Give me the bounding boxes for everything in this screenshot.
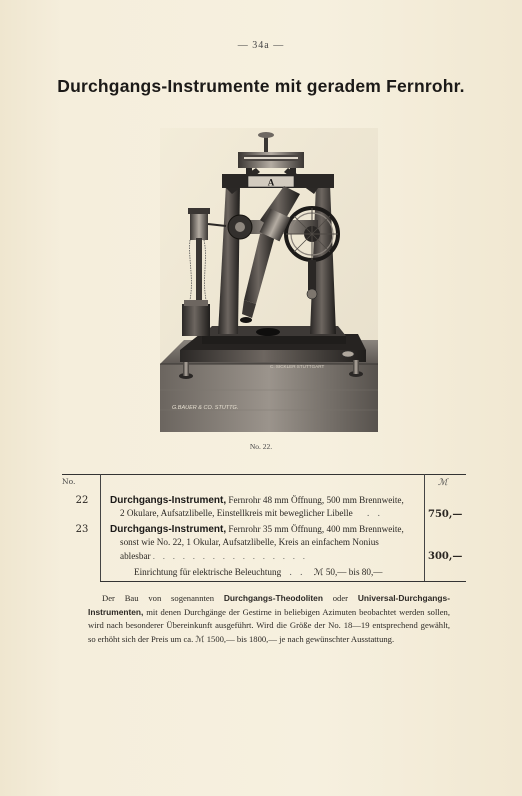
price-table xyxy=(62,474,466,582)
row-number: 22 xyxy=(75,495,89,506)
paragraph-text: mit denen Durchgänge der Gestirne in beliebigen Azimuten beobachtet werden sollen, wird nach besonderer Übereinkunft ausgeführt. Wird die Größe der No. 18—19 entsprechend gewählt, so erhöht sich der Preis um ca. ℳ 1500,— bis 1800,— je nach gewünschter Ausstattung. xyxy=(88,606,450,644)
header-no: No. xyxy=(62,477,76,486)
item-line: sonst wie No. 22, 1 Okular, Aufsatzlibelle, Kreis an einfachem Nonius xyxy=(120,537,379,548)
accessory-line xyxy=(134,566,424,579)
leader-dots: . . . . . . . . . . . . . . . . xyxy=(152,551,308,561)
header-currency: ℳ xyxy=(438,478,448,488)
paragraph-text: oder xyxy=(322,593,358,603)
top-bridge xyxy=(222,174,334,188)
engraver-mark: G.BAUER & CO. STUTTG. xyxy=(172,405,239,411)
item-name: Durchgangs-Instrument, xyxy=(110,524,227,535)
table-bottom-rule xyxy=(100,581,466,582)
leader-dots: . . xyxy=(289,567,306,577)
leader-dots: . . xyxy=(366,508,383,519)
page-number: — 34a — xyxy=(237,40,285,51)
transit-instrument-illustration xyxy=(160,128,378,432)
figure-caption: No. 22. xyxy=(249,442,273,451)
plate-letter: A xyxy=(267,177,275,188)
table-row xyxy=(110,494,422,521)
paragraph-emphasis: Durchgangs-Theodoliten xyxy=(223,593,323,603)
table-top-rule xyxy=(62,474,466,475)
paragraph-emphasis: Universal-Durchgangs-Instrumenten, xyxy=(88,593,450,617)
page-title: Durchgangs-Instrumente mit geradem Fernrohr. xyxy=(57,76,465,96)
item-line: ablesbar xyxy=(120,550,151,561)
item-line: 2 Okulare, Aufsatzlibelle, Einstellkreis mit beweglicher Libelle xyxy=(120,508,353,519)
table-divider-left xyxy=(100,474,101,582)
accessory-text: Einrichtung für elektrische Beleuchtung xyxy=(134,567,282,577)
maker-mark: C. SICKLER STUTTGART xyxy=(270,364,325,369)
description-paragraph xyxy=(88,592,450,646)
row-number: 23 xyxy=(75,524,89,535)
item-price: 300,— xyxy=(428,551,463,562)
table-row xyxy=(110,523,422,563)
item-line: Fernrohr 48 mm Öffnung, 500 mm Brennweite, xyxy=(226,495,404,505)
item-name: Durchgangs-Instrument, xyxy=(110,495,227,506)
item-price: 750,— xyxy=(428,509,463,520)
table-divider-right xyxy=(424,474,425,582)
accessory-price-range: ℳ 50,— bis 80,— xyxy=(313,567,383,577)
paragraph-text: Der Bau von sogenannten xyxy=(102,593,224,603)
item-line: Fernrohr 35 mm Öffnung, 400 mm Brennweite, xyxy=(226,524,404,534)
